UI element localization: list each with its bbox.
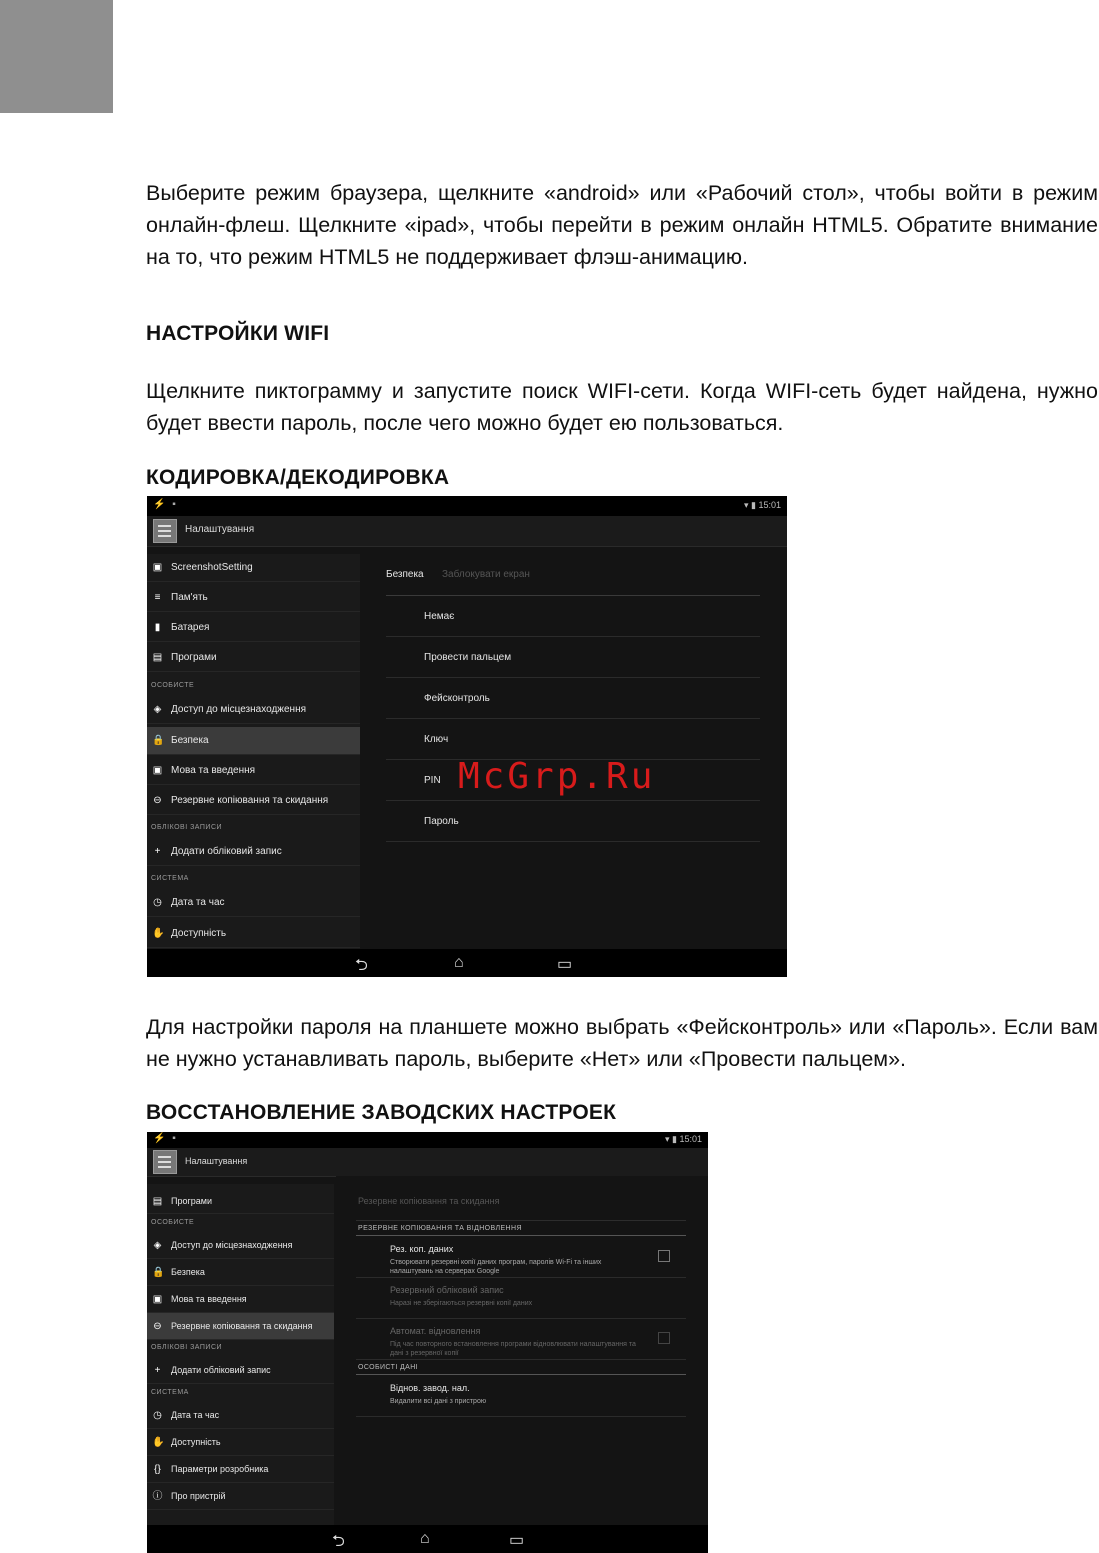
divider	[356, 1220, 686, 1221]
backup-reset-screenshot	[147, 1132, 708, 1553]
auto-restore-checkbox[interactable]	[658, 1332, 670, 1344]
nav-bar	[147, 1525, 708, 1553]
sidebar-item-memory[interactable]	[147, 584, 360, 612]
divider	[356, 1235, 686, 1236]
backup-account-row[interactable]	[356, 1279, 686, 1319]
recents-icon[interactable]: ▭	[509, 1532, 525, 1549]
sidebar-item-apps[interactable]	[147, 644, 360, 672]
row-description: Видалити всі дані з пристрою	[390, 1398, 487, 1405]
home-icon[interactable]: ⌂	[420, 1530, 430, 1547]
home-icon[interactable]: ⌂	[454, 954, 464, 971]
section-accounts: ОБЛІКОВІ ЗАПИСИ	[151, 1344, 223, 1351]
sidebar-item-security[interactable]	[147, 727, 360, 755]
sidebar-item-label: Доступність	[171, 1437, 221, 1447]
clock-text: 15:01	[679, 1134, 702, 1144]
sidebar-item-label: Дата та час	[171, 1410, 220, 1420]
sidebar-item-language[interactable]	[147, 1286, 334, 1313]
sidebar-item-label: Резервне копіювання та скидання	[171, 795, 329, 806]
clock-text: 15:01	[758, 500, 781, 510]
sidebar-item-label: Програми	[171, 652, 217, 663]
reset-heading: ВОССТАНОВЛЕНИЕ ЗАВОДСКИХ НАСТРОЕК	[146, 1101, 617, 1124]
plus-icon: +	[154, 1365, 161, 1376]
apps-icon: ▤	[152, 652, 163, 663]
sidebar-item-label: Резервне копіювання та скидання	[171, 1321, 313, 1331]
sidebar-item-about[interactable]	[147, 1483, 334, 1510]
app-title: Налаштування	[185, 524, 255, 535]
breadcrumb-security[interactable]: Безпека	[386, 569, 424, 580]
row-title: Віднов. завод. нал.	[390, 1383, 470, 1393]
sidebar-item-label: Додати обліковий запис	[171, 1365, 271, 1375]
back-icon[interactable]: ⮌	[332, 1533, 345, 1550]
settings-sidebar	[147, 1184, 334, 1525]
sidebar-item-label: Безпека	[171, 1267, 205, 1277]
option-label: Фейсконтроль	[424, 693, 490, 704]
clock-icon: ◷	[153, 897, 162, 908]
option-pattern[interactable]	[386, 720, 760, 760]
section-personal: ОСОБИСТЕ	[151, 1219, 195, 1226]
backup-icon: ⊖	[153, 1321, 162, 1332]
sidebar-item-label: Параметри розробника	[171, 1464, 269, 1474]
row-description: Під час повторного встановлення програми відновлювати налаштування та дані з резервної копії	[390, 1341, 636, 1357]
password-paragraph: Для настройки пароля на планшете можно выбрать «Фейсконтроль» или «Пароль». Если вам не нужно устанавливать пароль, выберите «Нет» или «Провести пальцем».	[146, 1015, 1098, 1071]
lock-icon: 🔒	[152, 735, 165, 746]
nav-bar	[147, 949, 787, 977]
subheader-backup: РЕЗЕРВНЕ КОПІЮВАННЯ ТА ВІДНОВЛЕННЯ	[358, 1225, 522, 1232]
option-label: Провести пальцем	[424, 652, 512, 663]
sidebar-item-apps[interactable]	[147, 1188, 334, 1214]
row-description: Наразі не зберігаються резервні копії даних	[390, 1300, 533, 1307]
sidebar-item-label: Про пристрій	[171, 1491, 226, 1501]
notification-icons: ⚡ ▪	[153, 1133, 178, 1144]
page-corner-tab	[0, 0, 113, 113]
sidebar-item-label: Програми	[171, 1196, 212, 1206]
sidebar-item-location[interactable]	[147, 696, 360, 724]
back-icon[interactable]: ⮌	[355, 957, 368, 974]
sidebar-item-label: Доступність	[171, 928, 227, 939]
breadcrumb-lock-screen: Заблокувати екран	[442, 569, 530, 580]
option-label: Ключ	[424, 734, 449, 745]
sidebar-item-language[interactable]	[147, 757, 360, 785]
row-title: Резервний обліковий запис	[390, 1285, 504, 1295]
plus-icon: +	[154, 846, 161, 857]
notification-icons: ⚡ ▪	[153, 499, 178, 510]
watermark: McGrp.Ru	[458, 756, 656, 797]
backup-data-row[interactable]	[356, 1238, 686, 1278]
backup-icon: ⊖	[153, 795, 162, 806]
sidebar-item-label: Мова та введення	[171, 1294, 247, 1304]
sidebar-item-add-account[interactable]	[147, 1357, 334, 1384]
backup-reset-panel	[336, 1176, 708, 1525]
section-personal: ОСОБИСТЕ	[151, 682, 195, 689]
intro-paragraph: Выберите режим браузера, щелкните «android» или «Рабочий стол», чтобы войти в режим онлайн-флеш. Щелкните «ipad», чтобы перейти в режим онлайн HTML5. Обратите внимание на то, что режим HTML5 не поддерживает флэш-анимацию.	[146, 181, 1098, 269]
apps-icon: ▤	[152, 1196, 163, 1207]
wifi-heading: НАСТРОЙКИ WIFI	[146, 322, 330, 345]
memory-icon: ≡	[154, 592, 161, 603]
screenshot-icon: ▣	[152, 562, 163, 573]
sidebar-item-accessibility[interactable]	[147, 1429, 334, 1456]
status-bar	[147, 496, 787, 516]
location-icon: ◈	[153, 1240, 162, 1251]
keyboard-icon: ▣	[152, 1294, 163, 1305]
auto-restore-row[interactable]	[356, 1320, 686, 1360]
sidebar-item-datetime[interactable]	[147, 1402, 334, 1429]
security-screenshot	[147, 496, 787, 977]
sidebar-item-security[interactable]	[147, 1259, 334, 1286]
braces-icon: {}	[154, 1464, 161, 1475]
option-swipe[interactable]	[386, 638, 760, 678]
sidebar-item-datetime[interactable]	[147, 889, 360, 917]
sidebar-item-label: Батарея	[171, 622, 210, 633]
sidebar-item-developer[interactable]	[147, 1456, 334, 1483]
divider	[386, 595, 760, 596]
sidebar-item-battery[interactable]	[147, 614, 360, 642]
sidebar-item-label: Пам'ять	[171, 592, 208, 603]
section-system: СИСТЕМА	[151, 875, 189, 882]
sidebar-item-label: Дата та час	[171, 897, 225, 908]
info-icon: ⓘ	[152, 1491, 163, 1502]
battery-icon: ▮	[154, 622, 161, 633]
row-title: Автомат. відновлення	[390, 1326, 481, 1336]
option-label: PIN	[424, 775, 441, 786]
row-title: Рез. коп. даних	[390, 1244, 454, 1254]
coding-heading: КОДИРОВКА/ДЕКОДИРОВКА	[146, 466, 450, 489]
sidebar-item-location[interactable]	[147, 1232, 334, 1259]
clock-icon: ◷	[153, 1410, 162, 1421]
hand-icon: ✋	[152, 1437, 165, 1448]
app-bar	[147, 516, 787, 547]
sidebar-item-label: Доступ до місцезнаходження	[171, 1240, 293, 1250]
divider	[356, 1374, 686, 1375]
row-description: Створювати резервні копії даних програм, паролів Wi-Fi та інших налаштувань на серверах Google	[390, 1259, 602, 1275]
factory-reset-row[interactable]	[356, 1377, 686, 1417]
option-label: Пароль	[424, 816, 459, 827]
status-time: ▾ ▮ 15:01	[743, 500, 781, 510]
panel-header: Резервне копіювання та скидання	[358, 1196, 500, 1206]
option-none[interactable]	[386, 597, 760, 637]
option-password[interactable]	[386, 802, 760, 842]
sidebar-item-label: Безпека	[171, 735, 209, 746]
section-system: СИСТЕМА	[151, 1389, 189, 1396]
sidebar-item-label: Доступ до місцезнаходження	[171, 704, 307, 715]
settings-sidebar	[147, 554, 360, 949]
sidebar-item-label: ScreenshotSetting	[171, 562, 253, 573]
app-title: Налаштування	[185, 1156, 248, 1166]
sidebar-item-backup[interactable]	[147, 1313, 334, 1340]
keyboard-icon: ▣	[152, 765, 163, 776]
app-bar	[147, 1148, 708, 1177]
sidebar-item-accessibility[interactable]	[147, 920, 360, 948]
sidebar-item-label: Мова та введення	[171, 765, 256, 776]
lock-icon: 🔒	[152, 1267, 165, 1278]
lock-screen-panel	[362, 548, 787, 949]
section-accounts: ОБЛІКОВІ ЗАПИСИ	[151, 824, 223, 831]
settings-app-icon[interactable]	[153, 1150, 177, 1174]
wifi-paragraph: Щелкните пиктограмму и запустите поиск WIFI-сети. Когда WIFI-сеть будет найдена, нужно будет ввести пароль, после чего можно будет ею пользоваться.	[146, 379, 1098, 435]
recents-icon[interactable]: ▭	[557, 956, 573, 973]
sidebar-item-label: Додати обліковий запис	[171, 846, 282, 857]
status-bar	[147, 1132, 708, 1148]
option-face-unlock[interactable]	[386, 679, 760, 719]
sidebar-item-screenshot[interactable]	[147, 554, 360, 582]
backup-checkbox[interactable]	[658, 1250, 670, 1262]
option-label: Немає	[424, 611, 455, 622]
sidebar-item-backup[interactable]	[147, 787, 360, 815]
location-icon: ◈	[153, 704, 162, 715]
settings-app-icon[interactable]	[153, 519, 177, 543]
sidebar-item-add-account[interactable]	[147, 838, 360, 866]
hand-icon: ✋	[152, 928, 165, 939]
subheader-personal: ОСОБИСТІ ДАНІ	[358, 1364, 419, 1371]
status-time: ▾ ▮ 15:01	[664, 1134, 702, 1144]
